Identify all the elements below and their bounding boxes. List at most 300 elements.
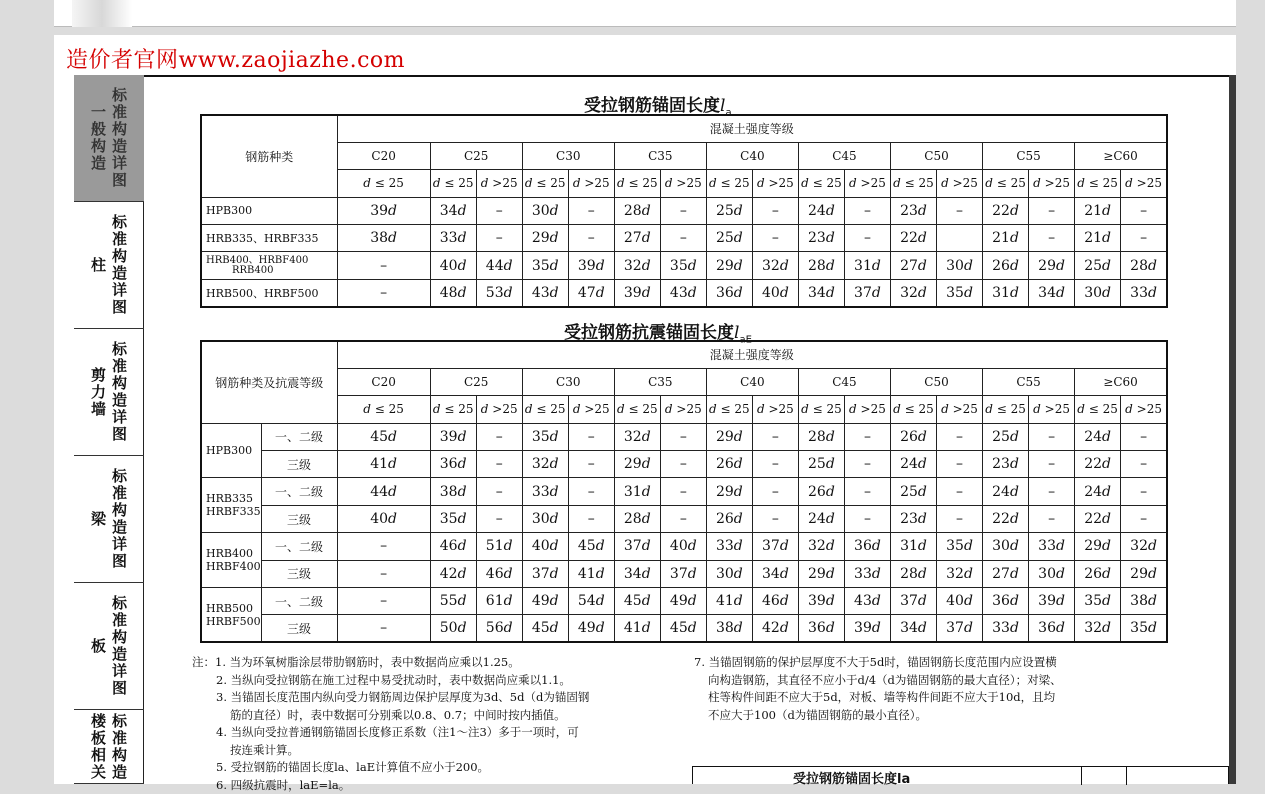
value-cell: 39d <box>568 252 614 279</box>
value-cell: 26d <box>890 423 936 450</box>
sidebar-label: 板 <box>91 638 106 655</box>
condition-row <box>201 170 1167 197</box>
value-cell: 35d <box>430 505 476 532</box>
value-cell: – <box>337 533 430 560</box>
value-cell: 36d <box>798 615 844 642</box>
value-cell: 41d <box>337 451 430 478</box>
value-cell: 45d <box>568 533 614 560</box>
steel-type-name: HRBF500 <box>206 615 261 628</box>
value-cell: 26d <box>1075 560 1121 587</box>
value-cell: 22d <box>983 505 1029 532</box>
value-cell: 37d <box>890 588 936 615</box>
value-cell: – <box>568 478 614 505</box>
value-cell: 33d <box>844 560 890 587</box>
note-line: 柱等构件间距不应大于5d，对板、墙等构件间距不应大于10d，且均 <box>694 689 1062 707</box>
condition-cell: d >25 <box>1029 170 1075 197</box>
value-cell: 36d <box>983 588 1029 615</box>
condition-cell: d ≤ 25 <box>430 396 476 423</box>
sidebar-label: 梁 <box>91 511 106 528</box>
sidebar-section[interactable] <box>74 710 144 784</box>
value-cell: 40d <box>430 252 476 279</box>
condition-cell: d >25 <box>752 396 798 423</box>
steel-type-name: HRBF400 <box>206 560 261 573</box>
right-border <box>1229 75 1236 784</box>
value-cell: 24d <box>1075 423 1121 450</box>
value-cell: 35d <box>937 533 983 560</box>
condition-cell: d ≤ 25 <box>1075 396 1121 423</box>
page-shadow <box>72 0 132 27</box>
value-cell: 39d <box>614 279 660 306</box>
value-cell: 21d <box>1075 225 1121 252</box>
value-cell: 23d <box>983 451 1029 478</box>
value-cell: – <box>1029 451 1075 478</box>
value-cell: 30d <box>522 197 568 224</box>
condition-cell: d ≤ 25 <box>983 396 1029 423</box>
value-cell: 34d <box>798 279 844 306</box>
value-cell: 40d <box>660 533 706 560</box>
steel-type-cell <box>201 252 337 279</box>
value-cell: – <box>337 560 430 587</box>
value-cell: – <box>660 423 706 450</box>
value-cell: – <box>568 505 614 532</box>
grade-cell: C20 <box>337 368 430 395</box>
value-cell: – <box>1029 423 1075 450</box>
value-cell: – <box>476 505 522 532</box>
value-cell: 39d <box>798 588 844 615</box>
table1-title-symbol: l <box>720 96 725 116</box>
condition-cell: d >25 <box>844 170 890 197</box>
title-block-text: 受拉钢筋锚固长度la <box>793 768 910 787</box>
value-cell: 25d <box>706 197 752 224</box>
value-cell: 33d <box>1029 533 1075 560</box>
note-line: 3. 当锚固长度范围内纵向受力钢筋周边保护层厚度为3d、5d（d为锚固钢 <box>192 689 589 707</box>
seismic-level-cell: 三级 <box>261 505 337 532</box>
value-cell: – <box>844 505 890 532</box>
top-border-line <box>74 75 1231 77</box>
grade-cell: C40 <box>706 368 798 395</box>
condition-cell: d >25 <box>476 170 522 197</box>
value-cell: 35d <box>1121 615 1167 642</box>
table-row <box>201 478 1167 505</box>
grade-cell: ≥C60 <box>1075 368 1167 395</box>
table-row <box>201 197 1167 224</box>
value-cell: – <box>1029 505 1075 532</box>
value-cell: – <box>752 423 798 450</box>
condition-cell: d >25 <box>660 170 706 197</box>
steel-type-cell <box>201 478 261 533</box>
value-cell: 32d <box>614 423 660 450</box>
type-header: 钢筋种类 <box>201 115 337 197</box>
grade-cell: C40 <box>706 142 798 169</box>
value-cell: – <box>937 478 983 505</box>
condition-cell: d ≤ 25 <box>798 396 844 423</box>
grade-cell: C50 <box>890 142 982 169</box>
value-cell: 22d <box>1075 451 1121 478</box>
value-cell: 28d <box>1121 252 1167 279</box>
value-cell: 34d <box>430 197 476 224</box>
value-cell: 37d <box>614 533 660 560</box>
table-row <box>201 533 1167 560</box>
value-cell: 49d <box>568 615 614 642</box>
value-cell: 24d <box>798 505 844 532</box>
value-cell: 34d <box>614 560 660 587</box>
value-cell: 39d <box>337 197 430 224</box>
sidebar-label: 标 准 构 造 详 图 <box>112 595 127 697</box>
seismic-level-cell: 一、二级 <box>261 533 337 560</box>
note-line: 向构造钢筋，其直径不应小于d/4（d为锚固钢筋的最大直径）；对梁、 <box>694 672 1062 690</box>
notes-right <box>694 654 1062 724</box>
value-cell: 30d <box>706 560 752 587</box>
value-cell: 28d <box>614 505 660 532</box>
value-cell: 29d <box>798 560 844 587</box>
value-cell: – <box>1121 478 1167 505</box>
value-cell: 55d <box>430 588 476 615</box>
table-row <box>201 279 1167 306</box>
condition-cell: d ≤ 25 <box>337 170 430 197</box>
table-row <box>201 588 1167 615</box>
grade-cell: C45 <box>798 368 890 395</box>
title-block <box>692 766 1229 784</box>
value-cell: 49d <box>660 588 706 615</box>
table-row <box>201 451 1167 478</box>
sidebar-section[interactable] <box>74 456 144 583</box>
value-cell: – <box>844 197 890 224</box>
value-cell: – <box>476 197 522 224</box>
value-cell: 28d <box>798 423 844 450</box>
steel-type-name: HRBF335 <box>206 505 261 518</box>
value-cell: 32d <box>614 252 660 279</box>
value-cell: 45d <box>337 423 430 450</box>
value-cell: – <box>844 225 890 252</box>
seismic-level-cell: 一、二级 <box>261 478 337 505</box>
steel-type-cell: HPB300 <box>201 197 337 224</box>
value-cell: 40d <box>337 505 430 532</box>
grade-header: 混凝土强度等级 <box>337 341 1167 368</box>
value-cell: – <box>844 478 890 505</box>
value-cell: 30d <box>983 533 1029 560</box>
value-cell: – <box>568 197 614 224</box>
value-cell: – <box>844 423 890 450</box>
value-cell: 21d <box>983 225 1029 252</box>
value-cell <box>937 225 983 252</box>
note-line: 不应大于100（d为锚固钢筋的最小直径）。 <box>694 707 1062 725</box>
note-line: 2. 当纵向受拉钢筋在施工过程中易受扰动时，表中数据尚应乘以1.1。 <box>192 672 589 690</box>
value-cell: 24d <box>983 478 1029 505</box>
value-cell: – <box>752 478 798 505</box>
value-cell: 54d <box>568 588 614 615</box>
condition-cell: d ≤ 25 <box>614 396 660 423</box>
note-line: 6. 四级抗震时，laE=la。 <box>192 777 589 794</box>
note-line: 5. 受拉钢筋的锚固长度la、laE计算值不应小于200。 <box>192 759 589 777</box>
value-cell: – <box>844 451 890 478</box>
table1-title-subscript: a <box>725 107 731 118</box>
condition-cell: d >25 <box>476 396 522 423</box>
value-cell: – <box>476 478 522 505</box>
table1-title-text: 受拉钢筋锚固长度 <box>584 96 720 116</box>
value-cell: 41d <box>614 615 660 642</box>
condition-cell: d >25 <box>1029 396 1075 423</box>
value-cell: 42d <box>752 615 798 642</box>
table-row <box>201 225 1167 252</box>
value-cell: 61d <box>476 588 522 615</box>
value-cell: – <box>476 423 522 450</box>
value-cell: 25d <box>706 225 752 252</box>
value-cell: – <box>660 197 706 224</box>
grade-cell: C25 <box>430 368 522 395</box>
value-cell: 34d <box>752 560 798 587</box>
value-cell: – <box>337 588 430 615</box>
seismic-anchorage-length-table <box>200 340 1168 643</box>
condition-cell: d ≤ 25 <box>798 170 844 197</box>
value-cell: – <box>752 197 798 224</box>
value-cell: 33d <box>706 533 752 560</box>
value-cell: – <box>660 451 706 478</box>
value-cell: 35d <box>660 252 706 279</box>
value-cell: 44d <box>476 252 522 279</box>
condition-cell: d ≤ 25 <box>890 170 936 197</box>
value-cell: – <box>568 225 614 252</box>
condition-cell: d ≤ 25 <box>706 396 752 423</box>
condition-cell: d ≤ 25 <box>706 170 752 197</box>
sidebar-section[interactable] <box>74 75 144 202</box>
value-cell: 27d <box>614 225 660 252</box>
value-cell: 23d <box>890 505 936 532</box>
note-line: 7. 当锚固钢筋的保护层厚度不大于5d时，锚固钢筋长度范围内应设置横 <box>694 654 1062 672</box>
value-cell: 46d <box>752 588 798 615</box>
table2-title-text: 受拉钢筋抗震锚固长度 <box>564 323 734 343</box>
value-cell: 29d <box>706 423 752 450</box>
value-cell: 30d <box>937 252 983 279</box>
grade-cell: C35 <box>614 142 706 169</box>
table2-title-subscript: aE <box>739 334 751 345</box>
value-cell: – <box>752 451 798 478</box>
document-page[interactable] <box>54 35 1236 784</box>
value-cell: 30d <box>1029 560 1075 587</box>
grade-header: 混凝土强度等级 <box>337 115 1167 142</box>
condition-cell: d >25 <box>1121 170 1167 197</box>
value-cell: 42d <box>430 560 476 587</box>
table-row <box>201 505 1167 532</box>
value-cell: 35d <box>1075 588 1121 615</box>
table-row <box>201 560 1167 587</box>
value-cell: 26d <box>706 505 752 532</box>
value-cell: 31d <box>890 533 936 560</box>
sidebar-label: 楼 板 相 关 <box>91 713 106 781</box>
sidebar-label: 标 准 构 造 详 图 <box>112 87 127 189</box>
value-cell: 23d <box>890 197 936 224</box>
value-cell: 29d <box>1029 252 1075 279</box>
value-cell: – <box>937 197 983 224</box>
value-cell: 39d <box>844 615 890 642</box>
value-cell: 32d <box>798 533 844 560</box>
seismic-level-cell: 三级 <box>261 615 337 642</box>
value-cell: 37d <box>752 533 798 560</box>
grade-cell: C35 <box>614 368 706 395</box>
grade-cell: ≥C60 <box>1075 142 1167 169</box>
value-cell: 56d <box>476 615 522 642</box>
value-cell: 22d <box>890 225 936 252</box>
value-cell: 35d <box>522 423 568 450</box>
condition-cell: d >25 <box>660 396 706 423</box>
value-cell: – <box>476 451 522 478</box>
seismic-level-cell: 一、二级 <box>261 423 337 450</box>
value-cell: – <box>660 478 706 505</box>
sidebar-label: 标 准 构 造 详 图 <box>112 341 127 443</box>
value-cell: – <box>568 451 614 478</box>
table2-title-symbol: l <box>734 323 739 343</box>
value-cell: 32d <box>522 451 568 478</box>
value-cell: 25d <box>1075 252 1121 279</box>
value-cell: 41d <box>568 560 614 587</box>
value-cell: – <box>660 505 706 532</box>
grade-cell: C25 <box>430 142 522 169</box>
sidebar-label: 标 准 构 造 <box>112 713 127 781</box>
value-cell: 32d <box>890 279 936 306</box>
section-sidebar <box>74 75 144 784</box>
note-line: 按连乘计算。 <box>192 742 589 760</box>
steel-type-name: HRB500 <box>206 602 261 615</box>
value-cell: 21d <box>1075 197 1121 224</box>
value-cell: 37d <box>522 560 568 587</box>
value-cell: 25d <box>890 478 936 505</box>
sidebar-label: 标 准 构 造 详 图 <box>112 468 127 570</box>
value-cell: – <box>937 423 983 450</box>
value-cell: 36d <box>844 533 890 560</box>
value-cell: – <box>937 505 983 532</box>
value-cell: 41d <box>706 588 752 615</box>
value-cell: 29d <box>1075 533 1121 560</box>
value-cell: 37d <box>844 279 890 306</box>
notes-left <box>192 654 589 794</box>
value-cell: 27d <box>983 560 1029 587</box>
grade-cell: C30 <box>522 142 614 169</box>
value-cell: 51d <box>476 533 522 560</box>
value-cell: – <box>752 505 798 532</box>
sidebar-section[interactable] <box>74 329 144 456</box>
value-cell: 37d <box>660 560 706 587</box>
value-cell: – <box>1029 197 1075 224</box>
steel-type-name: HPB300 <box>206 444 261 457</box>
value-cell: 32d <box>1121 533 1167 560</box>
value-cell: 28d <box>614 197 660 224</box>
steel-type-name: RRB400 <box>206 266 337 276</box>
value-cell: 33d <box>522 478 568 505</box>
value-cell: 25d <box>983 423 1029 450</box>
table-row <box>201 252 1167 279</box>
note-line: 4. 当纵向受拉普通钢筋锚固长度修正系数（注1～注3）多于一项时，可 <box>192 724 589 742</box>
condition-cell: d ≤ 25 <box>430 170 476 197</box>
value-cell: 28d <box>890 560 936 587</box>
value-cell: 23d <box>798 225 844 252</box>
note-line: 注：1. 当为环氧树脂涂层带肋钢筋时，表中数据尚应乘以1.25。 <box>192 654 589 672</box>
value-cell: 32d <box>937 560 983 587</box>
seismic-level-cell: 三级 <box>261 560 337 587</box>
value-cell: 46d <box>430 533 476 560</box>
value-cell: 30d <box>522 505 568 532</box>
value-cell: – <box>1121 197 1167 224</box>
value-cell: 43d <box>522 279 568 306</box>
table-row <box>201 615 1167 642</box>
sidebar-section[interactable] <box>74 202 144 329</box>
value-cell: – <box>660 225 706 252</box>
value-cell: – <box>1121 451 1167 478</box>
condition-cell: d >25 <box>937 170 983 197</box>
condition-cell: d ≤ 25 <box>522 170 568 197</box>
type-header: 钢筋种类及抗震等级 <box>201 341 337 423</box>
value-cell: 25d <box>798 451 844 478</box>
value-cell: 32d <box>752 252 798 279</box>
value-cell: – <box>1121 423 1167 450</box>
value-cell: 30d <box>1075 279 1121 306</box>
table-header-row <box>201 115 1167 142</box>
value-cell: 34d <box>890 615 936 642</box>
condition-cell: d ≤ 25 <box>1075 170 1121 197</box>
condition-cell: d ≤ 25 <box>522 396 568 423</box>
condition-cell: d >25 <box>937 396 983 423</box>
condition-cell: d ≤ 25 <box>890 396 936 423</box>
value-cell: – <box>1121 225 1167 252</box>
value-cell: 53d <box>476 279 522 306</box>
value-cell: – <box>337 279 430 306</box>
condition-cell: d >25 <box>752 170 798 197</box>
condition-cell: d >25 <box>568 170 614 197</box>
grade-cell: C55 <box>983 142 1075 169</box>
value-cell: 24d <box>890 451 936 478</box>
value-cell: 29d <box>522 225 568 252</box>
value-cell: 36d <box>1029 615 1075 642</box>
value-cell: 24d <box>1075 478 1121 505</box>
value-cell: 26d <box>798 478 844 505</box>
value-cell: 29d <box>1121 560 1167 587</box>
value-cell: 35d <box>937 279 983 306</box>
grade-cell: C45 <box>798 142 890 169</box>
grade-row <box>201 368 1167 395</box>
sidebar-label: 柱 <box>91 257 106 274</box>
grade-row <box>201 142 1167 169</box>
value-cell: 33d <box>430 225 476 252</box>
value-cell: – <box>337 252 430 279</box>
value-cell: 26d <box>706 451 752 478</box>
steel-type-cell <box>201 588 261 643</box>
steel-type-name: HRB400 <box>206 547 261 560</box>
value-cell: 33d <box>1121 279 1167 306</box>
value-cell: 38d <box>706 615 752 642</box>
value-cell: 29d <box>706 478 752 505</box>
value-cell: 36d <box>430 451 476 478</box>
value-cell: 44d <box>337 478 430 505</box>
value-cell: 40d <box>752 279 798 306</box>
value-cell: 50d <box>430 615 476 642</box>
condition-row <box>201 396 1167 423</box>
grade-cell: C50 <box>890 368 982 395</box>
condition-cell: d ≤ 25 <box>614 170 660 197</box>
value-cell: 38d <box>1121 588 1167 615</box>
value-cell: – <box>337 615 430 642</box>
value-cell: – <box>937 451 983 478</box>
value-cell: – <box>568 423 614 450</box>
sidebar-section[interactable] <box>74 583 144 710</box>
value-cell: 34d <box>1029 279 1075 306</box>
steel-type-cell <box>201 423 261 478</box>
value-cell: 37d <box>937 615 983 642</box>
value-cell: 26d <box>983 252 1029 279</box>
value-cell: 35d <box>522 252 568 279</box>
sidebar-label: 剪 力 墙 <box>91 367 106 418</box>
value-cell: 43d <box>660 279 706 306</box>
condition-cell: d >25 <box>844 396 890 423</box>
value-cell: 38d <box>430 478 476 505</box>
steel-type-cell: HRB335、HRBF335 <box>201 225 337 252</box>
